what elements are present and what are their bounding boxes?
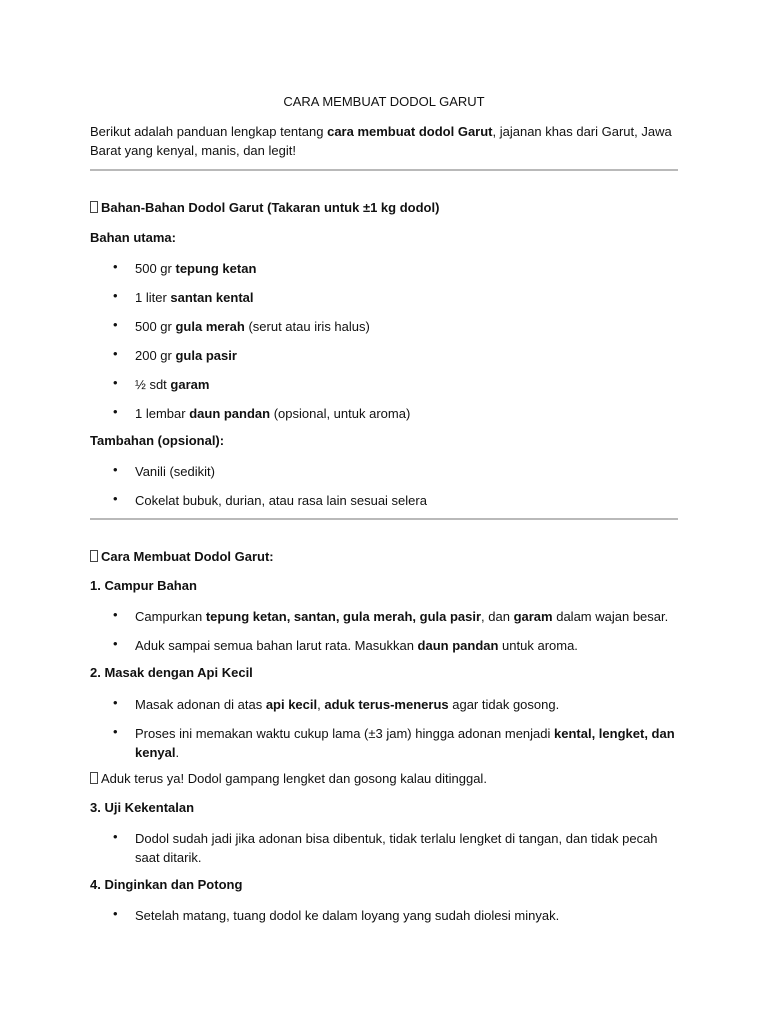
list-item-text <box>135 636 680 655</box>
tip-line <box>90 771 487 786</box>
list-item-text: Cokelat bubuk, durian, atau rasa lain sesuai selera <box>135 493 427 508</box>
bullet-icon: • <box>113 906 118 921</box>
item-text: dalam wajan besar. <box>552 609 669 624</box>
item-text: , dan <box>481 609 514 624</box>
bahan-utama-label: Bahan utama: <box>90 230 176 245</box>
item-bold: daun pandan <box>417 638 499 653</box>
list-item-text <box>135 288 680 307</box>
item-text: Campurkan <box>135 609 206 624</box>
bullet-icon: • <box>113 724 118 739</box>
item-text: , <box>317 697 325 712</box>
item-bold: santan kental <box>170 290 254 305</box>
item-pre: 500 gr <box>135 319 176 334</box>
item-bold: api kecil <box>265 697 318 712</box>
item-text: Proses ini memakan waktu cukup lama (±3 jam) hingga adonan menjadi <box>135 726 555 741</box>
bullet-icon: • <box>113 375 118 390</box>
item-bold: tepung ketan, santan, gula merah, gula pasir <box>205 609 482 624</box>
tip-text: Aduk terus ya! Dodol gampang lengket dan gosong kalau ditinggal. <box>101 771 487 786</box>
step-title: 1. Campur Bahan <box>90 578 197 593</box>
item-pre: 1 liter <box>135 290 171 305</box>
bullet-icon: • <box>113 346 118 361</box>
cara-heading-text: Cara Membuat Dodol Garut: <box>101 549 274 564</box>
bullet-icon: • <box>113 259 118 274</box>
divider <box>90 169 678 171</box>
step-title: 2. Masak dengan Api Kecil <box>90 665 253 680</box>
bullet-icon: • <box>113 636 118 651</box>
bullet-icon: • <box>113 695 118 710</box>
item-bold: garam <box>513 609 553 624</box>
item-bold: tepung ketan <box>175 261 257 276</box>
item-pre: 1 lembar <box>135 406 190 421</box>
item-bold: garam <box>170 377 210 392</box>
list-item-text <box>135 695 680 714</box>
item-text: untuk aroma. <box>498 638 578 653</box>
page-title: CARA MEMBUAT DODOL GARUT <box>283 94 485 109</box>
intro-bold: cara membuat dodol Garut <box>327 124 493 139</box>
bahan-tambahan-label: Tambahan (opsional): <box>90 433 225 448</box>
list-item-text <box>135 259 680 278</box>
item-text: Masak adonan di atas <box>135 697 266 712</box>
intro-text-2: , jajanan khas dari Garut, Jawa Barat yang kenyal, manis, dan legit! <box>90 124 672 158</box>
list-item-text: Setelah matang, tuang dodol ke dalam loyang yang sudah diolesi minyak. <box>135 908 560 923</box>
step-title: 4. Dinginkan dan Potong <box>90 877 243 892</box>
emoji-placeholder-icon <box>90 201 98 213</box>
bahan-heading <box>90 200 439 215</box>
intro-text: Berikut adalah panduan lengkap tentang <box>90 124 328 139</box>
item-pre: 500 gr <box>135 261 176 276</box>
item-bold: gula merah <box>175 319 245 334</box>
emoji-placeholder-icon <box>90 550 98 562</box>
item-text: Aduk sampai semua bahan larut rata. Masukkan <box>135 638 418 653</box>
list-item-text <box>135 317 680 336</box>
bullet-icon: • <box>113 462 118 477</box>
bullet-icon: • <box>113 829 118 844</box>
list-item-text: Vanili (sedikit) <box>135 464 215 479</box>
item-bold: gula pasir <box>175 348 237 363</box>
item-bold: daun pandan <box>189 406 271 421</box>
bullet-icon: • <box>113 607 118 622</box>
bahan-heading-text: Bahan-Bahan Dodol Garut (Takaran untuk ±1 kg dodol) <box>101 200 440 215</box>
item-pre: 200 gr <box>135 348 176 363</box>
item-bold: kental, lengket, dan kenyal <box>135 726 675 760</box>
list-item-text <box>135 607 680 626</box>
item-text: agar tidak gosong. <box>448 697 560 712</box>
bullet-icon: • <box>113 317 118 332</box>
item-post: (serut atau iris halus) <box>244 319 370 334</box>
item-text: . <box>175 745 180 760</box>
item-pre: ½ sdt <box>135 377 171 392</box>
emoji-placeholder-icon <box>90 772 98 784</box>
divider <box>90 518 678 520</box>
list-item-text <box>135 375 680 394</box>
list-item-text: Dodol sudah jadi jika adonan bisa dibentuk, tidak terlalu lengket di tangan, dan tidak pecah saat ditarik. <box>135 831 658 865</box>
bullet-icon: • <box>113 491 118 506</box>
step-title: 3. Uji Kekentalan <box>90 800 195 815</box>
intro-paragraph <box>90 122 678 160</box>
bullet-icon: • <box>113 288 118 303</box>
cara-heading <box>90 549 274 564</box>
item-post: (opsional, untuk aroma) <box>270 406 411 421</box>
list-item-text <box>135 404 680 423</box>
list-item-text <box>135 346 680 365</box>
item-bold: aduk terus-menerus <box>324 697 449 712</box>
bullet-icon: • <box>113 404 118 419</box>
list-item-text <box>135 724 680 762</box>
